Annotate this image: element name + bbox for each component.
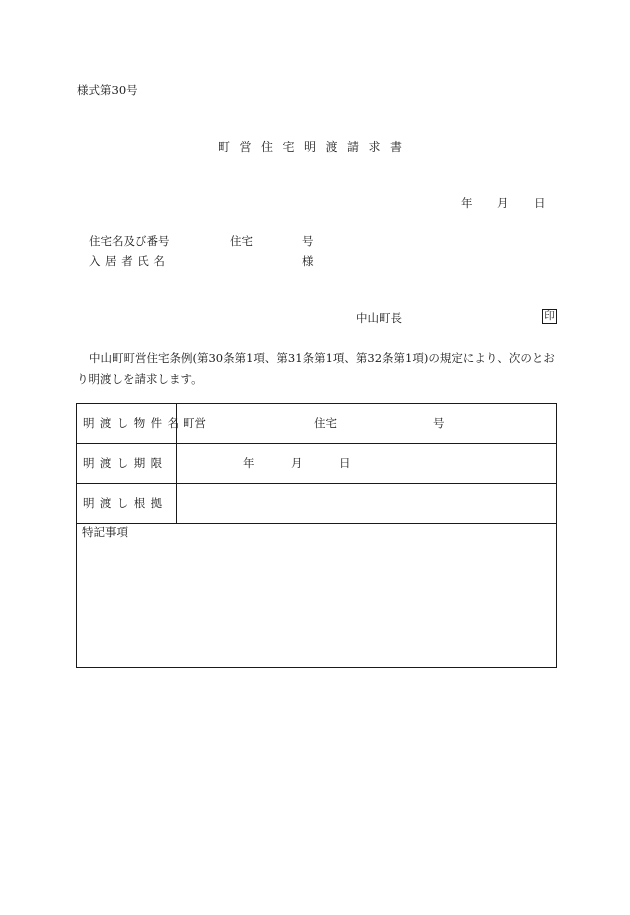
request-body-text: 中山町町営住宅条例(第30条第1項、第31条第1項、第32条第1項)の規定により、次のとおり明渡しを請求します。 [77, 351, 555, 386]
property-jutaku: 住宅 [314, 416, 337, 430]
remarks-label: 特記事項 [82, 525, 128, 539]
date-day-label: 日 [534, 196, 546, 210]
housing-number-suffix: 号 [302, 234, 314, 248]
deadline-month-label: 月 [291, 456, 303, 470]
housing-name-number-label: 住宅名及び番号 [89, 234, 170, 248]
table-row-divider [77, 443, 556, 444]
request-details-table [76, 403, 557, 668]
table-row-divider [77, 523, 556, 524]
deadline-year-label: 年 [243, 456, 255, 470]
form-number: 様式第30号 [77, 83, 138, 97]
document-title: 町営住宅明渡請求書 [218, 140, 412, 154]
housing-jutaku-label: 住宅 [230, 234, 253, 248]
resident-honorific: 様 [302, 254, 314, 268]
date-year-label: 年 [461, 196, 473, 210]
date-month-label: 月 [497, 196, 509, 210]
row-label-property: 明渡し物件名 [83, 416, 185, 430]
table-row-divider [77, 483, 556, 484]
issuer-mayor: 中山町長 [356, 311, 402, 325]
resident-name-label: 入居者氏名 [89, 254, 170, 268]
property-number-suffix: 号 [433, 416, 445, 430]
row-label-deadline: 明渡し期限 [83, 456, 168, 470]
seal-stamp: 印 [542, 309, 557, 324]
property-town-housing: 町営 [183, 416, 206, 430]
deadline-day-label: 日 [339, 456, 351, 470]
row-label-grounds: 明渡し根拠 [83, 496, 168, 510]
